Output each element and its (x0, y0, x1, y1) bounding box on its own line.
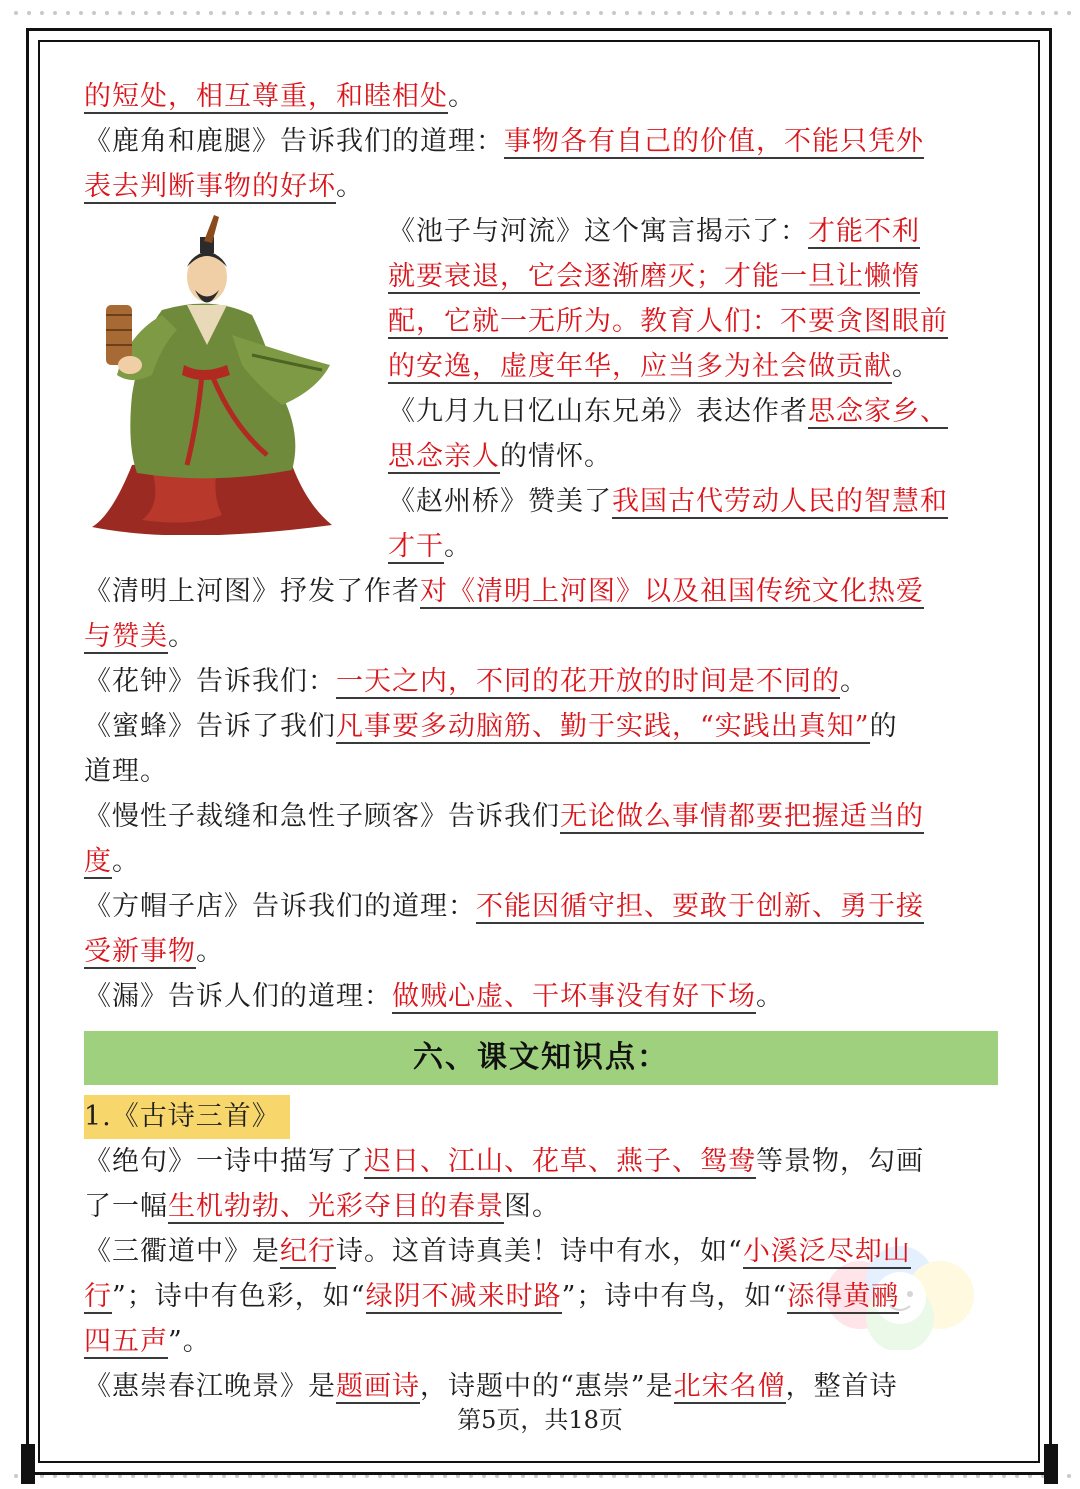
border-dot (612, 11, 616, 15)
answer-text: 度 (84, 846, 112, 877)
border-dot (1067, 11, 1071, 15)
border-dot (794, 11, 798, 15)
text-line: 《绝句》一诗中描写了迟日、江山、花草、燕子、鸳鸯等景物，勾画 (84, 1146, 924, 1177)
border-dot (560, 11, 564, 15)
answer-text: 北宋名僧 (673, 1371, 786, 1402)
border-dot (820, 11, 824, 15)
text-line: 《漏》告诉人们的道理：做贼心虚、干坏事没有好下场。 (84, 981, 784, 1012)
border-dot (989, 11, 993, 15)
border-dot (547, 11, 551, 15)
border-dot (235, 11, 239, 15)
border-dot (417, 11, 421, 15)
border-dot (664, 11, 668, 15)
text-line: 才干。 (388, 531, 472, 562)
border-dot (222, 11, 226, 15)
border-dot (924, 11, 928, 15)
border-dot (1054, 11, 1058, 15)
border-dot (352, 11, 356, 15)
border-dot (313, 11, 317, 15)
answer-text: 才能不利 (808, 216, 920, 247)
border-dot (482, 11, 486, 15)
answer-text: 一天之内，不同的花开放的时间是不同的 (336, 666, 840, 697)
text-line: 《鹿角和鹿腿》告诉我们的道理：事物各有自己的价值，不能只凭外 (84, 126, 924, 157)
answer-text: 题画诗 (336, 1371, 420, 1402)
border-dot (1028, 11, 1032, 15)
border-dot (950, 11, 954, 15)
border-dot (742, 11, 746, 15)
border-dot (131, 11, 135, 15)
border-dot (469, 11, 473, 15)
border-dot (534, 11, 538, 15)
border-dot (716, 11, 720, 15)
answer-text: 迟日、江山、花草、燕子、鸳鸯 (364, 1146, 756, 1177)
answer-text: 才干 (388, 531, 444, 562)
border-dot (638, 11, 642, 15)
border-dot (586, 11, 590, 15)
answer-text: 思念亲人 (388, 441, 500, 472)
border-dot (755, 11, 759, 15)
border-dot (885, 11, 889, 15)
border-dot (144, 11, 148, 15)
answer-text: 就要衰退，它会逐渐磨灭；才能一旦让懒惰 (388, 261, 920, 292)
border-dot (170, 11, 174, 15)
border-dot (703, 11, 707, 15)
border-dot (79, 11, 83, 15)
text-line: 四五声”。 (84, 1326, 211, 1357)
border-dot (339, 11, 343, 15)
border-dot (300, 11, 304, 15)
answer-text: 与赞美 (84, 621, 168, 652)
border-dot (898, 11, 902, 15)
border-dot (326, 11, 330, 15)
border-dot (118, 11, 122, 15)
answer-text: 的安逸，虚度年华，应当多为社会做贡献 (388, 351, 892, 382)
border-dot (430, 11, 434, 15)
answer-text: 四五声 (84, 1326, 168, 1357)
border-dot (1041, 11, 1045, 15)
text-line (388, 254, 998, 299)
border-dot (443, 11, 447, 15)
border-dot (287, 11, 291, 15)
border-dot (53, 11, 57, 15)
border-dot (1015, 11, 1019, 15)
border-dot (1067, 1474, 1071, 1478)
border-dot (911, 11, 915, 15)
border-dot (14, 11, 18, 15)
border-dot (157, 11, 161, 15)
text-line: 道理。 (84, 756, 168, 787)
text-line: 《池子与河流》这个寓言揭示了：才能不利 (388, 216, 920, 247)
border-dot (508, 11, 512, 15)
border-dot (365, 11, 369, 15)
border-dot (651, 11, 655, 15)
answer-text: 思念家乡、 (808, 396, 948, 427)
border-dot (378, 11, 382, 15)
text-line: 《赵州桥》赞美了我国古代劳动人民的智慧和 (388, 486, 948, 517)
text-beside-illustration (388, 209, 998, 569)
answer-text: 配，它就一无所为。教育人们：不要贪图眼前 (388, 306, 948, 337)
text-line: 《花钟》告诉我们：一天之内，不同的花开放的时间是不同的。 (84, 666, 868, 697)
text-line: 了一幅生机勃勃、光彩夺目的春景图。 (84, 1191, 560, 1222)
text-line: 思念亲人的情怀。 (388, 441, 612, 472)
corner-bar-left (21, 1444, 35, 1484)
answer-text: 生机勃勃、光彩夺目的春景 (168, 1191, 504, 1222)
border-dot (40, 11, 44, 15)
answer-text: 凡事要多动脑筋、勤于实践，“实践出真知” (336, 711, 870, 742)
text-line: 《九月九日忆山东兄弟》表达作者思念家乡、 (388, 396, 948, 427)
text-line: 表去判断事物的好坏。 (84, 171, 364, 202)
border-dot (248, 11, 252, 15)
border-dot (846, 11, 850, 15)
border-dot (92, 11, 96, 15)
text-line: 的短处，相互尊重，和睦相处。 (84, 81, 476, 112)
border-dot (677, 11, 681, 15)
answer-text: 表去判断事物的好坏 (84, 171, 336, 202)
border-dot (1002, 11, 1006, 15)
answer-text: 的短处，相互尊重，和睦相处 (84, 81, 448, 112)
answer-text: 对《清明上河图》以及祖国传统文化热爱 (420, 576, 924, 607)
border-dot (859, 11, 863, 15)
text-line: 《蜜蜂》告诉了我们凡事要多动脑筋、勤于实践，“实践出真知”的 (84, 711, 898, 742)
border-dot (456, 11, 460, 15)
text-line: 的安逸，虚度年华，应当多为社会做贡献。 (388, 351, 920, 382)
border-dot (937, 11, 941, 15)
border-dot (599, 11, 603, 15)
border-dot (690, 11, 694, 15)
text-line: 《三衢道中》是纪行诗。这首诗真美！诗中有水，如“小溪泛尽却山 (84, 1236, 911, 1267)
border-dot (768, 11, 772, 15)
border-dot (521, 11, 525, 15)
subsection-heading: 1.《古诗三首》 (84, 1095, 290, 1139)
answer-text: 行 (84, 1281, 112, 1312)
text-line: 《惠崇春江晚景》是题画诗，诗题中的“惠崇”是北宋名僧，整首诗 (84, 1371, 898, 1402)
section-heading: 六、课文知识点： (84, 1031, 998, 1085)
answer-text: 受新事物 (84, 936, 196, 967)
border-dot (781, 11, 785, 15)
text-line (388, 299, 998, 344)
answer-text: 添得黄鹂 (787, 1281, 900, 1312)
text-line: 《方帽子店》告诉我们的道理：不能因循守担、要敢于创新、勇于接 (84, 891, 924, 922)
answer-text: 小溪泛尽却山 (742, 1236, 911, 1267)
border-dot (404, 11, 408, 15)
answer-text: 无论做么事情都要把握适当的 (560, 801, 924, 832)
answer-text: 做贼心虚、干坏事没有好下场 (392, 981, 756, 1012)
border-dot (573, 11, 577, 15)
border-dot (391, 11, 395, 15)
text-line: 度。 (84, 846, 140, 877)
border-dot (729, 11, 733, 15)
border-dot (105, 11, 109, 15)
border-dot (196, 11, 200, 15)
border-dot (807, 11, 811, 15)
border-dot (14, 1474, 18, 1478)
answer-text: 绿阴不减来时路 (365, 1281, 562, 1312)
border-dot (625, 11, 629, 15)
border-dot (833, 11, 837, 15)
border-dot (183, 11, 187, 15)
border-dot (209, 11, 213, 15)
answer-text: 不能因循守担、要敢于创新、勇于接 (476, 891, 924, 922)
border-dot (274, 11, 278, 15)
border-dot (261, 11, 265, 15)
answer-text: 纪行 (280, 1236, 336, 1267)
border-dot (495, 11, 499, 15)
page-number: 第5页，共18页 (457, 1406, 623, 1434)
text-line: 《慢性子裁缝和急性子顾客》告诉我们无论做么事情都要把握适当的 (84, 801, 924, 832)
corner-bar-right (1044, 1444, 1058, 1484)
top-dot-border (0, 0, 1080, 26)
text-line: 与赞美。 (84, 621, 196, 652)
answer-text: 事物各有自己的价值，不能只凭外 (504, 126, 924, 157)
text-line: 受新事物。 (84, 936, 224, 967)
border-dot (976, 11, 980, 15)
text-line: 《清明上河图》抒发了作者对《清明上河图》以及祖国传统文化热爱 (84, 576, 924, 607)
border-dot (66, 11, 70, 15)
page-content (84, 74, 998, 1409)
text-line: 行”；诗中有色彩，如“绿阴不减来时路”；诗中有鸟，如“添得黄鹂 (84, 1281, 900, 1312)
answer-text: 我国古代劳动人民的智慧和 (612, 486, 948, 517)
border-dot (27, 11, 31, 15)
border-dot (872, 11, 876, 15)
border-dot (963, 11, 967, 15)
